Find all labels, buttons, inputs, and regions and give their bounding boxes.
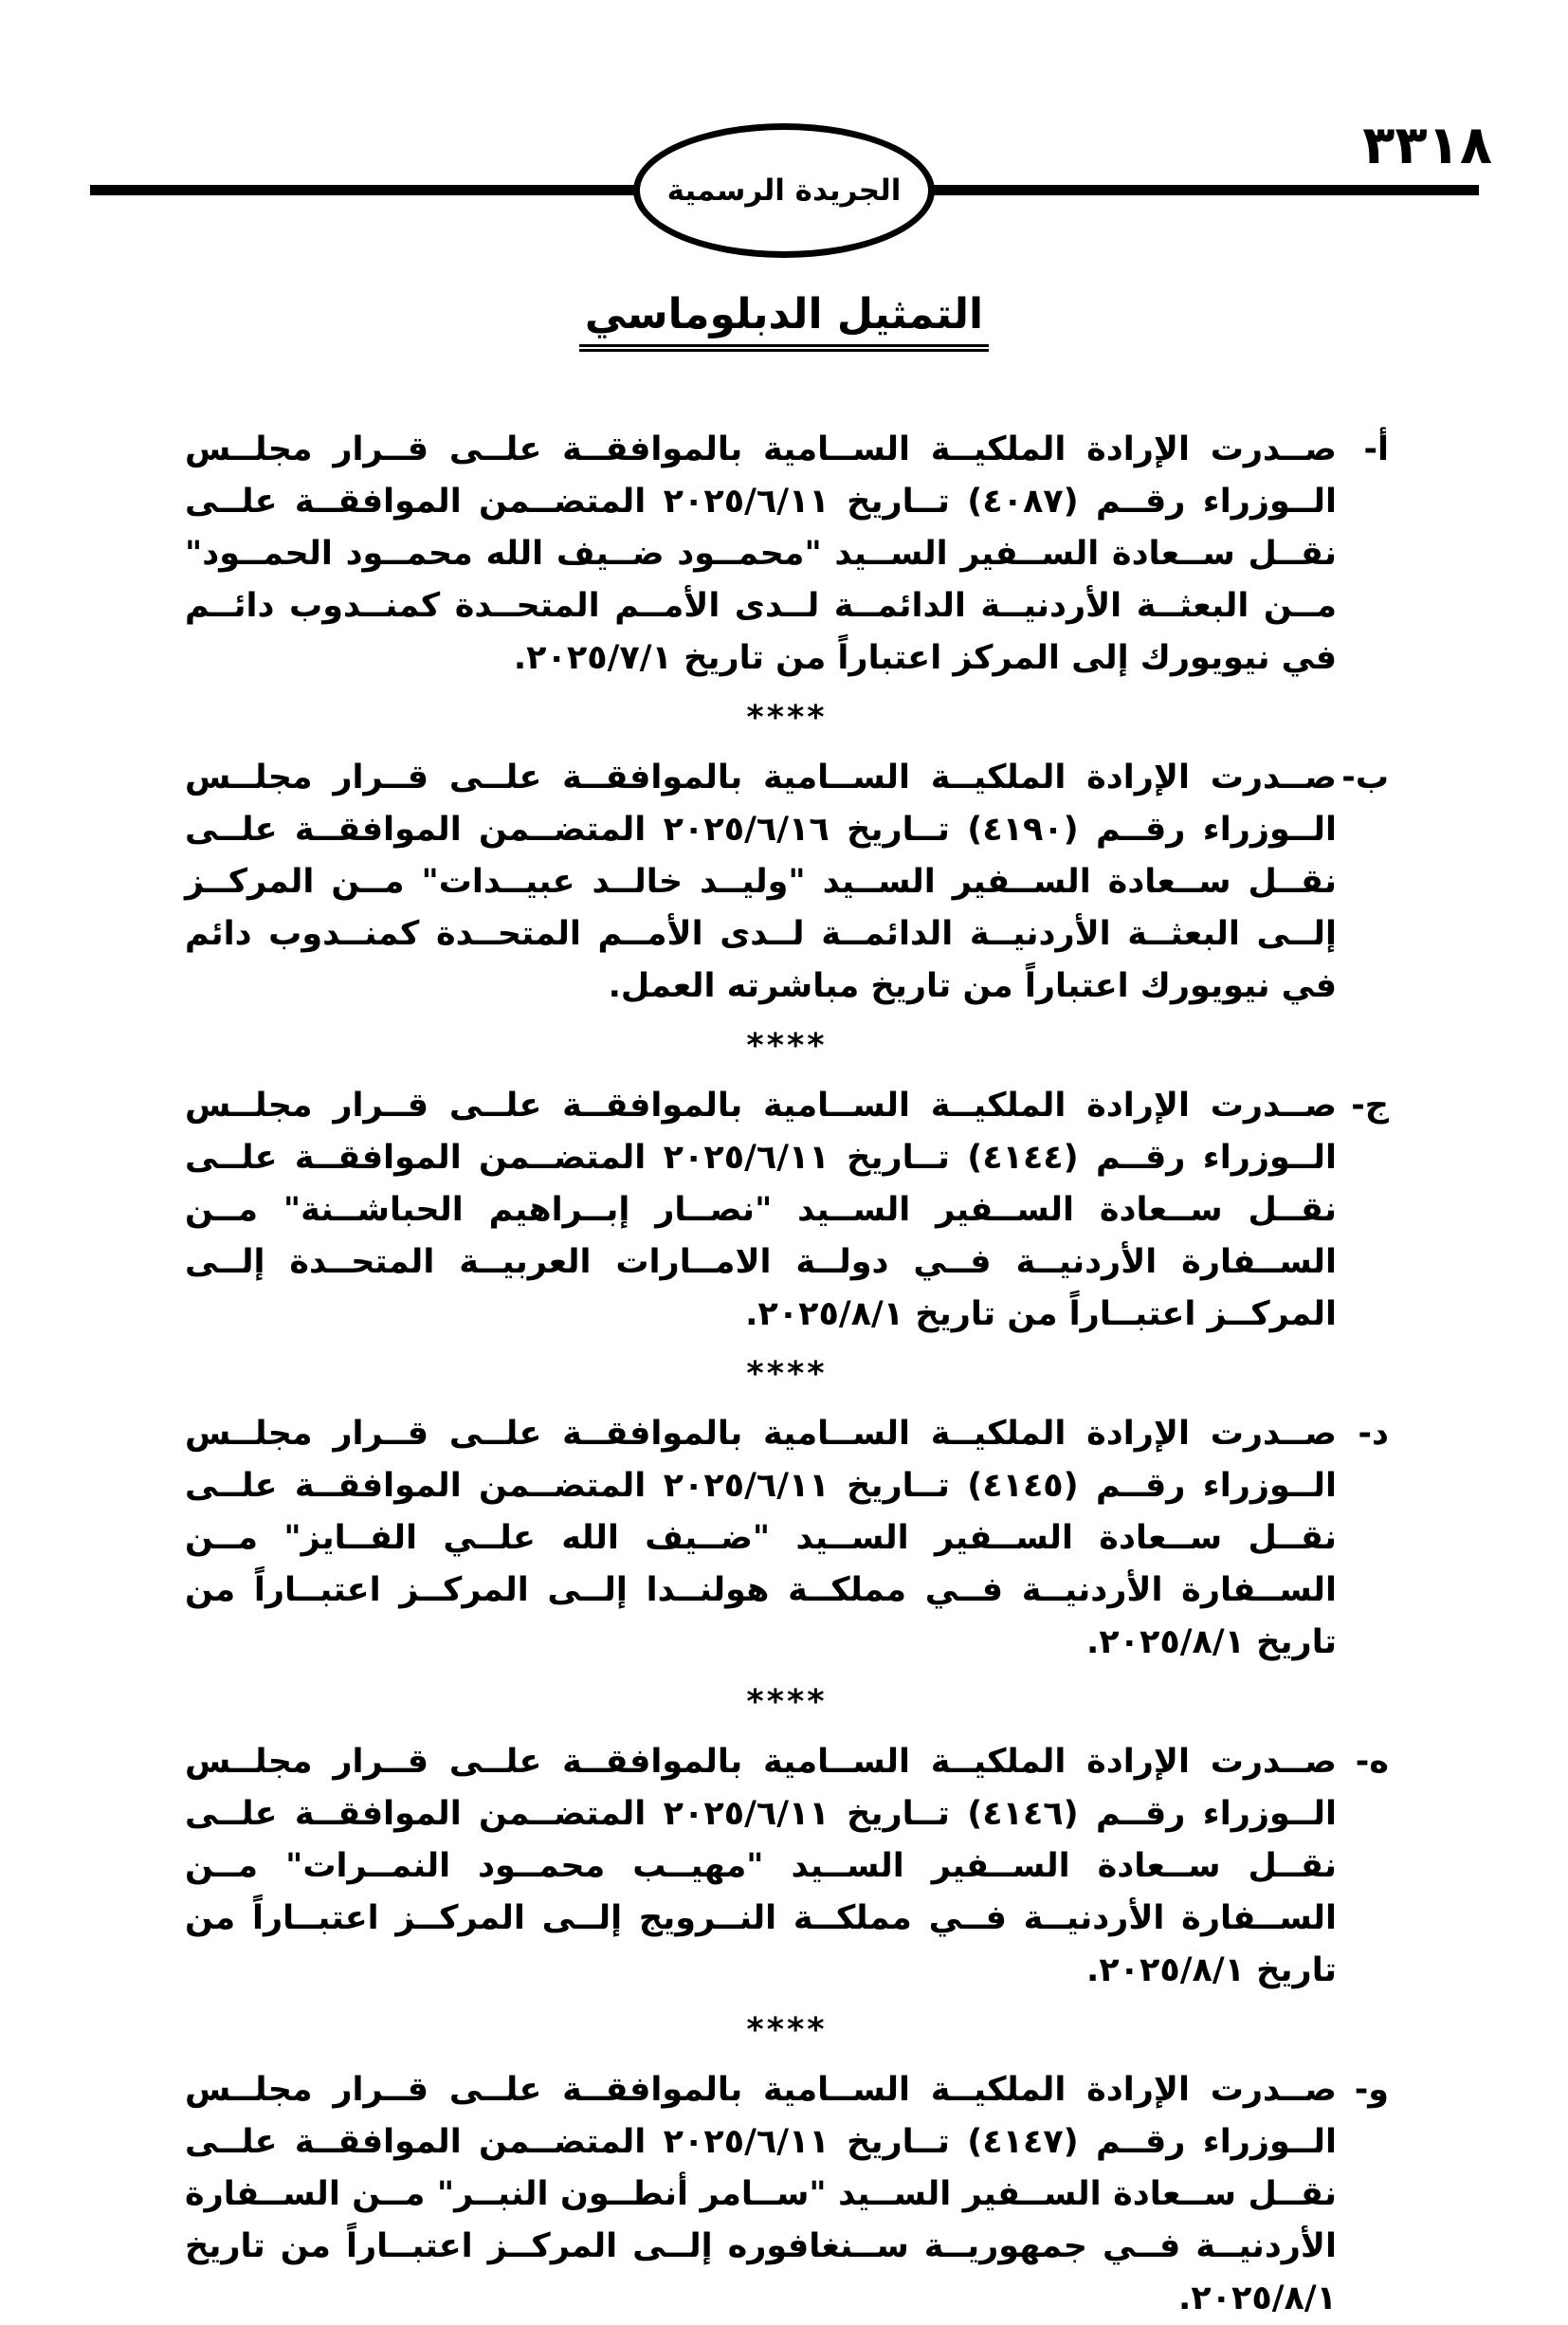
- entry-marker: أ-: [1363, 430, 1389, 468]
- entry-text: صــدرت الإرادة الملكيــة الســامية بالموافقــة علــى قــرار مجلــس الــوزراء رقــم (٤٠٨٧) تــاريخ ٢٠٢٥/٦/١١ المتضــمن الموافقــة علــى نقــل ســعادة الســفير الســيد "محمــود ضــيف الله محمــود الحمــود" مــن البعثــة الأردنيــة الدائمــة لــدى الأمــم المتحــدة كمنــدوب دائــم في نيويورك إلى المركز اعتباراً من تاريخ ٢٠٢٥/٧/١.: [185, 430, 1338, 677]
- masthead-text: الجريدة الرسمية: [666, 174, 902, 208]
- entry-marker: د-: [1358, 1415, 1389, 1453]
- decree-entry-w: [185, 2064, 1389, 2325]
- entry-text: صــدرت الإرادة الملكيــة الســامية بالموافقــة علــى قــرار مجلــس الــوزراء رقــم (٤١٤٤) تــاريخ ٢٠٢٥/٦/١١ المتضــمن الموافقــة علــى نقــل ســعادة الســفير الســيد "نصــار إبــراهيم الحباشــنة" مــن الســفارة الأردنيــة فــي دولــة الامــارات العربيــة المتحــدة إلــى المركــز اعتبــاراً من تاريخ ٢٠٢٥/٨/١.: [185, 1087, 1338, 1333]
- entry-text: صــدرت الإرادة الملكيــة الســامية بالموافقــة علــى قــرار مجلــس الــوزراء رقــم (٤١٤٦) تــاريخ ٢٠٢٥/٦/١١ المتضــمن الموافقــة علــى نقــل ســعادة الســفير الســيد "مهيــب محمــود النمــرات" مــن الســفارة الأردنيــة فــي مملكــة النــرويج إلــى المركــز اعتبــاراً من تاريخ ٢٠٢٥/٨/١.: [185, 1743, 1338, 1989]
- separator-stars: ****: [746, 2011, 828, 2049]
- decree-entry-b: [185, 752, 1389, 1013]
- decree-entry-a: [185, 424, 1389, 685]
- page-number: ٣٣١٨: [1362, 115, 1492, 176]
- decree-entry-d: [185, 1408, 1389, 1669]
- separator-stars: ****: [746, 1683, 828, 1721]
- section-title: التمثيل الدبلوماسي: [579, 290, 989, 352]
- section-title-wrap: [0, 290, 1568, 352]
- decree-entry-j: [185, 1080, 1389, 1341]
- entry-text: صــدرت الإرادة الملكيــة الســامية بالموافقــة علــى قــرار مجلــس الــوزراء رقــم (٤١٤٧) تــاريخ ٢٠٢٥/٦/١١ المتضــمن الموافقــة علــى نقــل ســعادة الســفير الســيد "ســامر أنطــون النبــر" مــن الســفارة الأردنيــة فــي جمهوريــة ســنغافوره إلــى المركــز اعتبــاراً من تاريخ ٢٠٢٥/٨/١.: [185, 2071, 1338, 2317]
- entry-text: صــدرت الإرادة الملكيــة الســامية بالموافقــة علــى قــرار مجلــس الــوزراء رقــم (٤١٩٠) تــاريخ ٢٠٢٥/٦/١٦ المتضــمن الموافقــة علــى نقــل ســعادة الســفير الســيد "وليــد خالــد عبيــدات" مــن المركــز إلــى البعثــة الأردنيــة الدائمــة لــدى الأمــم المتحــدة كمنــدوب دائم في نيويورك اعتباراً من تاريخ مباشرته العمل.: [185, 759, 1338, 1005]
- masthead-oval: [633, 123, 935, 258]
- separator-stars: ****: [746, 699, 828, 737]
- entry-marker: ه-: [1355, 1743, 1389, 1781]
- entry-marker: ب-: [1341, 759, 1389, 796]
- entry-marker: و-: [1354, 2071, 1389, 2109]
- entry-marker: ج-: [1351, 1087, 1389, 1125]
- entry-text: صــدرت الإرادة الملكيــة الســامية بالموافقــة علــى قــرار مجلــس الــوزراء رقــم (٤١٤٥) تــاريخ ٢٠٢٥/٦/١١ المتضــمن الموافقــة علــى نقــل ســعادة الســفير الســيد "ضــيف الله علــي الفــايز" مــن الســفارة الأردنيــة فــي مملكــة هولنــدا إلــى المركــز اعتبــاراً من تاريخ ٢٠٢٥/٨/١.: [185, 1415, 1338, 1661]
- separator-stars: ****: [746, 1355, 828, 1393]
- decree-list: [185, 424, 1389, 2325]
- decree-entry-h: [185, 1736, 1389, 1997]
- separator-stars: ****: [746, 1027, 828, 1065]
